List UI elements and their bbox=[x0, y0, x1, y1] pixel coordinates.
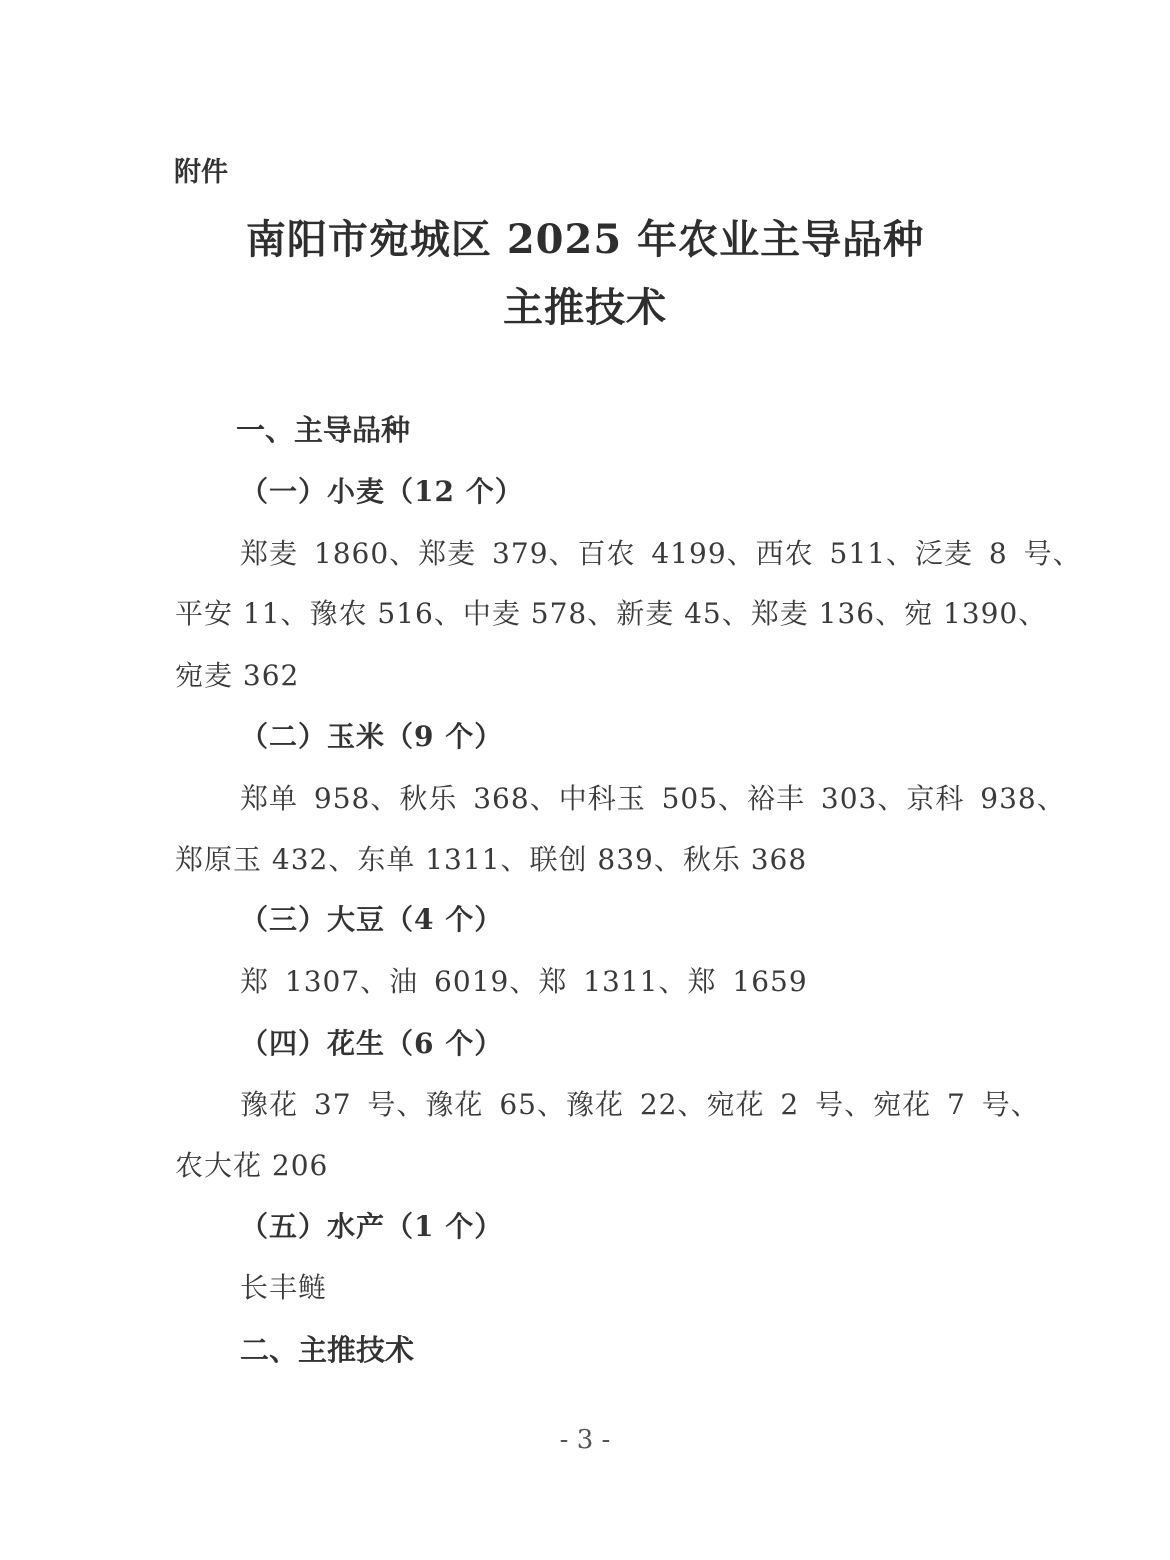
wheat-varieties-line: 宛麦 362 bbox=[175, 659, 300, 692]
subsection-heading-corn: （二）玉米（9 个） bbox=[240, 720, 504, 753]
document-title-line-2: 主推技术 bbox=[503, 284, 667, 331]
subsection-heading-peanut: （四）花生（6 个） bbox=[240, 1027, 504, 1060]
wheat-varieties-line: 郑麦 1860、郑麦 379、百农 4199、西农 511、泛麦 8 号、 bbox=[240, 537, 1082, 570]
subsection-heading-wheat: （一）小麦（12 个） bbox=[240, 475, 524, 508]
wheat-varieties-line: 平安 11、豫农 516、中麦 578、新麦 45、郑麦 136、宛 1390、 bbox=[175, 597, 1048, 630]
document-title-line-1: 南阳市宛城区 2025 年农业主导品种 bbox=[245, 216, 925, 263]
subsection-heading-soybean: （三）大豆（4 个） bbox=[240, 903, 504, 936]
peanut-varieties-line: 豫花 37 号、豫花 65、豫花 22、宛花 2 号、宛花 7 号、 bbox=[240, 1088, 1040, 1121]
attachment-label: 附件 bbox=[174, 157, 228, 188]
aquatic-varieties-line: 长丰鲢 bbox=[240, 1271, 328, 1304]
page-number: - 3 - bbox=[559, 1425, 611, 1455]
peanut-varieties-line: 农大花 206 bbox=[175, 1149, 329, 1182]
section-heading-varieties: 一、主导品种 bbox=[236, 413, 411, 447]
corn-varieties-line: 郑单 958、秋乐 368、中科玉 505、裕丰 303、京科 938、 bbox=[240, 782, 1066, 815]
section-heading-techniques: 二、主推技术 bbox=[240, 1333, 415, 1367]
soybean-varieties-line: 郑 1307、油 6019、郑 1311、郑 1659 bbox=[240, 965, 808, 998]
subsection-heading-aquatic: （五）水产（1 个） bbox=[240, 1210, 504, 1243]
corn-varieties-line: 郑原玉 432、东单 1311、联创 839、秋乐 368 bbox=[175, 843, 808, 876]
